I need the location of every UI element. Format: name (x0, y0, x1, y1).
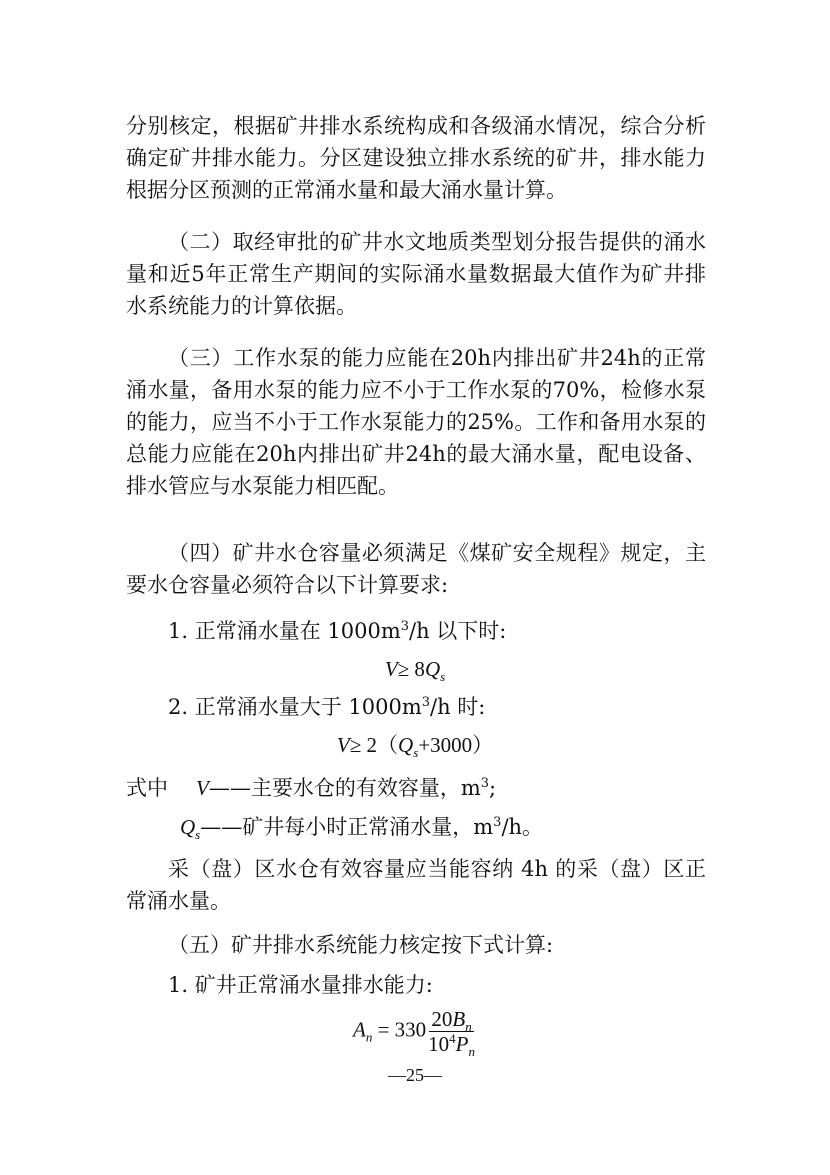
formula-v-ge-8qs: $V\ge 8Q_s$ (384, 657, 446, 685)
paragraph-item-5: （五）矿井排水系统能力核定按下式计算: (168, 933, 554, 957)
formula-an: $A_n = 330$ $\frac{20B_n}{10^4P_n}$ (353, 1007, 475, 1060)
paragraph-item-4: （四）矿井水仓容量必须满足《煤矿安全规程》规定，主要水仓容量必须符合以下计算要求: (126, 541, 706, 597)
paragraph-item-2: （二）取经审批的矿井水文地质类型划分报告提供的涌水量和近5年正常生产期间的实际涌水量数据最大值作为矿井排水系统能力的计算依据。 (126, 230, 706, 318)
definition-qs: $Q_s——$矿井每小时正常涌水量，$m^3/h$。 (180, 815, 544, 843)
list-item-3: 1. 矿井正常涌水量排水能力: (168, 973, 433, 997)
paragraph-item-3: （三）工作水泵的能力应能在20h内排出矿井24h的正常涌水量，备用水泵的能力应不小于工作水泵的70%，检修水泵的能力，应当不小于工作水泵能力的25%。工作和备用水泵的总能力应能在20h内排出矿井24h的最大涌水量，配电设备、排水管应与水泵能力相匹配。 (126, 346, 706, 498)
formula-v-ge-2qs-3000: $V\ge 2(Q_s+3000)$ (336, 733, 494, 761)
page-number: —25— (388, 1065, 442, 1085)
paragraph-panel-sump: 采（盘）区水仓有效容量应当能容纳 4h 的采（盘）区正常涌水量。 (126, 857, 706, 913)
definition-v: 式中 V——主要水仓的有效容量，$m^3$; (126, 776, 497, 800)
list-item-2: 2. 正常涌水量大于 $1000m^3/h$ 时: (168, 695, 486, 719)
fraction: $\frac{20B_n}{10^4P_n}$ (428, 1007, 475, 1060)
list-item-1: 1. 正常涌水量在 $1000m^3/h$ 以下时: (168, 619, 507, 643)
paragraph-drainage-capacity: 分别核定，根据矿井排水系统构成和各级涌水情况，综合分析确定矿井排水能力。分区建设独立排水系统的矿井，排水能力根据分区预测的正常涌水量和最大涌水量计算。 (126, 114, 706, 202)
